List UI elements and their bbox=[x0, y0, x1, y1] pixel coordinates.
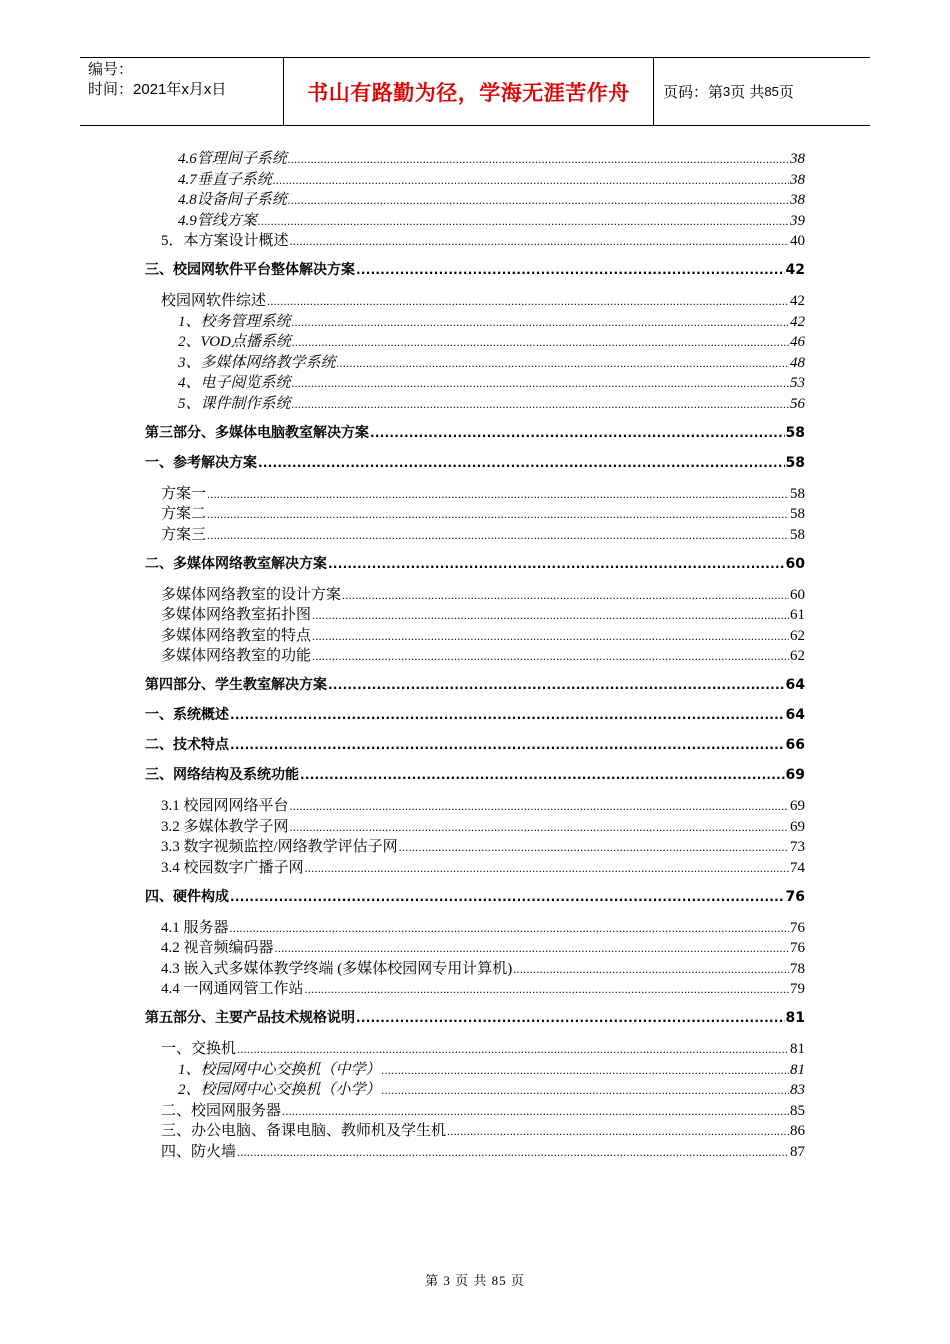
toc-leader-dots bbox=[230, 707, 785, 723]
toc-leader-dots bbox=[382, 1082, 789, 1099]
toc-entry-title: 二、校园网服务器 bbox=[161, 1102, 282, 1119]
toc-entry-page: 83 bbox=[790, 1082, 805, 1098]
toc-leader-dots bbox=[399, 839, 789, 856]
doc-number-label: 编号： bbox=[88, 61, 134, 78]
toc-entry-title: 多媒体网络教室的设计方案 bbox=[161, 586, 342, 603]
toc-leader-dots bbox=[305, 860, 789, 877]
toc-entry-page: 73 bbox=[790, 839, 805, 855]
toc-leader-dots bbox=[258, 455, 785, 471]
toc-entry[interactable] bbox=[145, 523, 805, 544]
toc-leader-dots bbox=[356, 262, 785, 278]
toc-leader-dots bbox=[305, 981, 789, 998]
toc-entry-title: 4.4 一网通网管工作站 bbox=[161, 981, 304, 997]
toc-leader-dots bbox=[282, 1103, 789, 1120]
toc-entry-page: 58 bbox=[785, 454, 805, 471]
toc-leader-dots bbox=[258, 213, 789, 230]
toc-entry-page: 81 bbox=[790, 1061, 805, 1078]
toc-entry[interactable] bbox=[145, 1007, 805, 1028]
toc-entry[interactable] bbox=[145, 553, 805, 574]
toc-leader-dots bbox=[290, 798, 789, 815]
toc-entry-title: 4.3 嵌入式多媒体教学终端 (多媒体校园网专用计算机) bbox=[161, 960, 513, 977]
toc-leader-dots bbox=[356, 1010, 785, 1026]
toc-entry-title: 第五部分、主要产品技术规格说明 bbox=[145, 1010, 355, 1026]
toc-entry-page: 38 bbox=[790, 151, 805, 167]
toc-entry-title: 三、办公电脑、备课电脑、教师机及学生机 bbox=[161, 1123, 447, 1139]
toc-entry-title: 2、校园网中心交换机（小学） bbox=[178, 1082, 381, 1098]
toc-entry-title: 方案一 bbox=[161, 485, 207, 502]
toc-entry-page: 38 bbox=[790, 171, 805, 188]
toc-entry[interactable] bbox=[145, 583, 805, 604]
toc-leader-dots bbox=[207, 486, 789, 503]
toc-entry-title: 一、系统概述 bbox=[145, 707, 229, 723]
toc-entry[interactable] bbox=[145, 764, 805, 785]
toc-entry-page: 46 bbox=[790, 334, 805, 350]
page-footer: 第 3 页 共 85 页 bbox=[425, 1273, 525, 1288]
toc-leader-dots bbox=[328, 677, 785, 693]
toc-leader-dots bbox=[237, 1041, 789, 1058]
toc-leader-dots bbox=[290, 233, 789, 250]
toc-entry-title: 第三部分、多媒体电脑教室解决方案 bbox=[145, 424, 369, 441]
toc-leader-dots bbox=[207, 527, 789, 544]
toc-leader-dots bbox=[237, 1144, 789, 1161]
toc-entry-page: 62 bbox=[790, 627, 805, 644]
toc-entry-title: 一、交换机 bbox=[161, 1041, 237, 1057]
toc-leader-dots bbox=[288, 151, 789, 168]
toc-entry[interactable] bbox=[145, 392, 805, 413]
toc-entry[interactable] bbox=[145, 188, 805, 209]
toc-entry-page: 86 bbox=[790, 1123, 805, 1139]
toc-entry[interactable] bbox=[145, 886, 805, 907]
toc-entry-page: 76 bbox=[790, 940, 805, 956]
toc-entry[interactable] bbox=[145, 644, 805, 665]
toc-entry-page: 69 bbox=[785, 767, 805, 783]
toc-entry-title: 四、防火墙 bbox=[161, 1143, 237, 1160]
toc-leader-dots bbox=[328, 556, 785, 572]
doc-time-label: 时间：2021年x月x日 bbox=[88, 81, 227, 98]
toc-entry-page: 64 bbox=[785, 707, 805, 723]
toc-entry-page: 42 bbox=[785, 262, 805, 278]
toc-leader-dots bbox=[312, 628, 789, 645]
toc-entry[interactable] bbox=[145, 259, 805, 280]
toc-entry-page: 87 bbox=[790, 1143, 805, 1160]
toc-entry[interactable] bbox=[145, 422, 805, 443]
toc-entry-title: 二、技术特点 bbox=[145, 737, 229, 753]
toc-entry[interactable] bbox=[145, 147, 805, 168]
toc-entry[interactable] bbox=[145, 310, 805, 331]
page-header bbox=[80, 57, 870, 126]
toc-entry-title: 5．本方案设计概述 bbox=[161, 233, 289, 249]
toc-entry-page: 53 bbox=[790, 375, 805, 391]
toc-entry[interactable] bbox=[145, 502, 805, 523]
toc-entry-title: 4.6管理间子系统 bbox=[178, 151, 287, 167]
toc-entry-page: 61 bbox=[790, 607, 805, 623]
toc-entry[interactable] bbox=[145, 330, 805, 351]
toc-entry[interactable] bbox=[145, 856, 805, 877]
table-of-contents bbox=[145, 147, 805, 1160]
toc-entry[interactable] bbox=[145, 936, 805, 957]
toc-entry-title: 3、多媒体网络教学系统 bbox=[178, 354, 336, 371]
toc-leader-dots bbox=[382, 1062, 789, 1079]
toc-entry[interactable] bbox=[145, 371, 805, 392]
toc-entry-page: 38 bbox=[790, 192, 805, 208]
toc-entry-page: 40 bbox=[790, 233, 805, 249]
page-end-label: 页 bbox=[778, 84, 794, 101]
toc-entry[interactable] bbox=[145, 1119, 805, 1140]
toc-entry[interactable] bbox=[145, 977, 805, 998]
toc-entry-page: 39 bbox=[790, 212, 805, 229]
toc-leader-dots bbox=[267, 293, 789, 310]
toc-entry-page: 58 bbox=[790, 485, 805, 502]
toc-leader-dots bbox=[288, 192, 789, 209]
toc-entry-title: 四、硬件构成 bbox=[145, 888, 229, 905]
toc-entry[interactable] bbox=[145, 1140, 805, 1161]
toc-entry-title: 多媒体网络教室的功能 bbox=[161, 648, 312, 664]
toc-entry-title: 2、VOD点播系统 bbox=[178, 334, 291, 350]
toc-leader-dots bbox=[370, 425, 785, 441]
page-label: 页码：第 bbox=[663, 84, 724, 101]
toc-entry[interactable] bbox=[145, 734, 805, 755]
toc-entry-page: 48 bbox=[790, 354, 805, 371]
toc-entry-title: 3.1 校园网网络平台 bbox=[161, 798, 289, 814]
toc-entry-page: 58 bbox=[785, 424, 805, 441]
toc-entry-page: 58 bbox=[790, 526, 805, 543]
toc-entry[interactable] bbox=[145, 289, 805, 310]
toc-entry-title: 1、校务管理系统 bbox=[178, 313, 291, 330]
toc-entry[interactable] bbox=[145, 229, 805, 250]
toc-entry-page: 60 bbox=[785, 555, 805, 572]
toc-leader-dots bbox=[312, 648, 789, 665]
toc-entry[interactable] bbox=[145, 674, 805, 695]
toc-leader-dots bbox=[292, 334, 789, 351]
toc-entry-page: 69 bbox=[790, 818, 805, 835]
toc-entry[interactable] bbox=[145, 452, 805, 473]
toc-leader-dots bbox=[292, 396, 789, 413]
toc-entry-title: 4.2 视音频编码器 bbox=[161, 940, 274, 956]
toc-entry-title: 3.4 校园数字广播子网 bbox=[161, 859, 304, 876]
toc-entry-title: 4.1 服务器 bbox=[161, 919, 229, 936]
toc-entry-page: 69 bbox=[790, 798, 805, 814]
toc-leader-dots bbox=[230, 737, 785, 753]
toc-entry-page: 74 bbox=[790, 859, 805, 876]
toc-entry[interactable] bbox=[145, 209, 805, 230]
toc-entry-page: 81 bbox=[790, 1041, 805, 1057]
page-number: 3 bbox=[723, 84, 731, 99]
toc-entry[interactable] bbox=[145, 1058, 805, 1079]
toc-leader-dots bbox=[275, 940, 789, 957]
page-mid-label: 页 共 bbox=[730, 84, 765, 101]
toc-entry-title: 5、课件制作系统 bbox=[178, 395, 291, 412]
toc-entry-title: 方案三 bbox=[161, 526, 207, 543]
toc-entry[interactable] bbox=[145, 624, 805, 645]
toc-entry[interactable] bbox=[145, 603, 805, 624]
toc-entry-page: 62 bbox=[790, 648, 805, 664]
toc-entry-title: 校园网软件综述 bbox=[161, 293, 267, 309]
toc-leader-dots bbox=[312, 607, 789, 624]
toc-entry[interactable] bbox=[145, 1078, 805, 1099]
toc-entry-title: 第四部分、学生教室解决方案 bbox=[145, 677, 327, 693]
toc-entry[interactable] bbox=[145, 1099, 805, 1120]
toc-entry-title: 4、电子阅览系统 bbox=[178, 375, 291, 391]
toc-leader-dots bbox=[230, 889, 785, 905]
toc-entry-title: 1、校园网中心交换机（中学） bbox=[178, 1061, 381, 1078]
toc-entry-page: 66 bbox=[785, 737, 805, 753]
toc-leader-dots bbox=[292, 314, 789, 331]
toc-entry-title: 多媒体网络教室的特点 bbox=[161, 627, 312, 644]
toc-entry[interactable] bbox=[145, 168, 805, 189]
toc-entry[interactable] bbox=[145, 916, 805, 937]
toc-leader-dots bbox=[342, 587, 789, 604]
header-info bbox=[80, 58, 283, 125]
toc-leader-dots bbox=[230, 920, 789, 937]
toc-entry-page: 78 bbox=[790, 960, 805, 977]
toc-entry-page: 56 bbox=[790, 395, 805, 412]
toc-entry[interactable] bbox=[145, 351, 805, 372]
toc-leader-dots bbox=[207, 506, 789, 523]
toc-entry-page: 79 bbox=[790, 981, 805, 997]
header-motto: 书山有路勤为径，学海无涯苦作舟 bbox=[283, 58, 654, 125]
toc-entry-page: 58 bbox=[790, 506, 805, 522]
toc-leader-dots bbox=[300, 767, 785, 783]
toc-leader-dots bbox=[513, 961, 789, 978]
toc-entry-page: 42 bbox=[790, 313, 805, 330]
toc-entry-title: 4.9管线方案 bbox=[178, 212, 257, 229]
toc-leader-dots bbox=[290, 819, 789, 836]
toc-entry-page: 81 bbox=[785, 1010, 805, 1026]
toc-entry-page: 42 bbox=[790, 293, 805, 309]
header-page-info bbox=[654, 58, 870, 125]
toc-entry[interactable] bbox=[145, 957, 805, 978]
toc-entry[interactable] bbox=[145, 482, 805, 503]
toc-entry-page: 64 bbox=[785, 677, 805, 693]
toc-entry-page: 76 bbox=[785, 888, 805, 905]
toc-leader-dots bbox=[337, 355, 789, 372]
toc-entry[interactable] bbox=[145, 794, 805, 815]
toc-leader-dots bbox=[292, 375, 789, 392]
toc-leader-dots bbox=[447, 1123, 789, 1140]
toc-entry-title: 三、校园网软件平台整体解决方案 bbox=[145, 262, 355, 278]
toc-entry-page: 60 bbox=[790, 586, 805, 603]
toc-entry[interactable] bbox=[145, 815, 805, 836]
page-total: 85 bbox=[764, 84, 779, 99]
toc-entry-title: 二、多媒体网络教室解决方案 bbox=[145, 555, 327, 572]
toc-entry-title: 三、网络结构及系统功能 bbox=[145, 767, 299, 783]
toc-entry-page: 85 bbox=[790, 1102, 805, 1119]
toc-entry-title: 3.2 多媒体教学子网 bbox=[161, 818, 289, 835]
toc-entry[interactable] bbox=[145, 1037, 805, 1058]
toc-entry[interactable] bbox=[145, 835, 805, 856]
toc-leader-dots bbox=[273, 172, 789, 189]
toc-entry-page: 76 bbox=[790, 919, 805, 936]
toc-entry-title: 多媒体网络教室拓扑图 bbox=[161, 607, 312, 623]
toc-entry-title: 4.7垂直子系统 bbox=[178, 171, 272, 188]
toc-entry-title: 方案二 bbox=[161, 506, 207, 522]
toc-entry-title: 4.8设备间子系统 bbox=[178, 192, 287, 208]
toc-entry-title: 3.3 数字视频监控/网络教学评估子网 bbox=[161, 839, 398, 855]
toc-entry-title: 一、参考解决方案 bbox=[145, 454, 257, 471]
toc-entry[interactable] bbox=[145, 704, 805, 725]
